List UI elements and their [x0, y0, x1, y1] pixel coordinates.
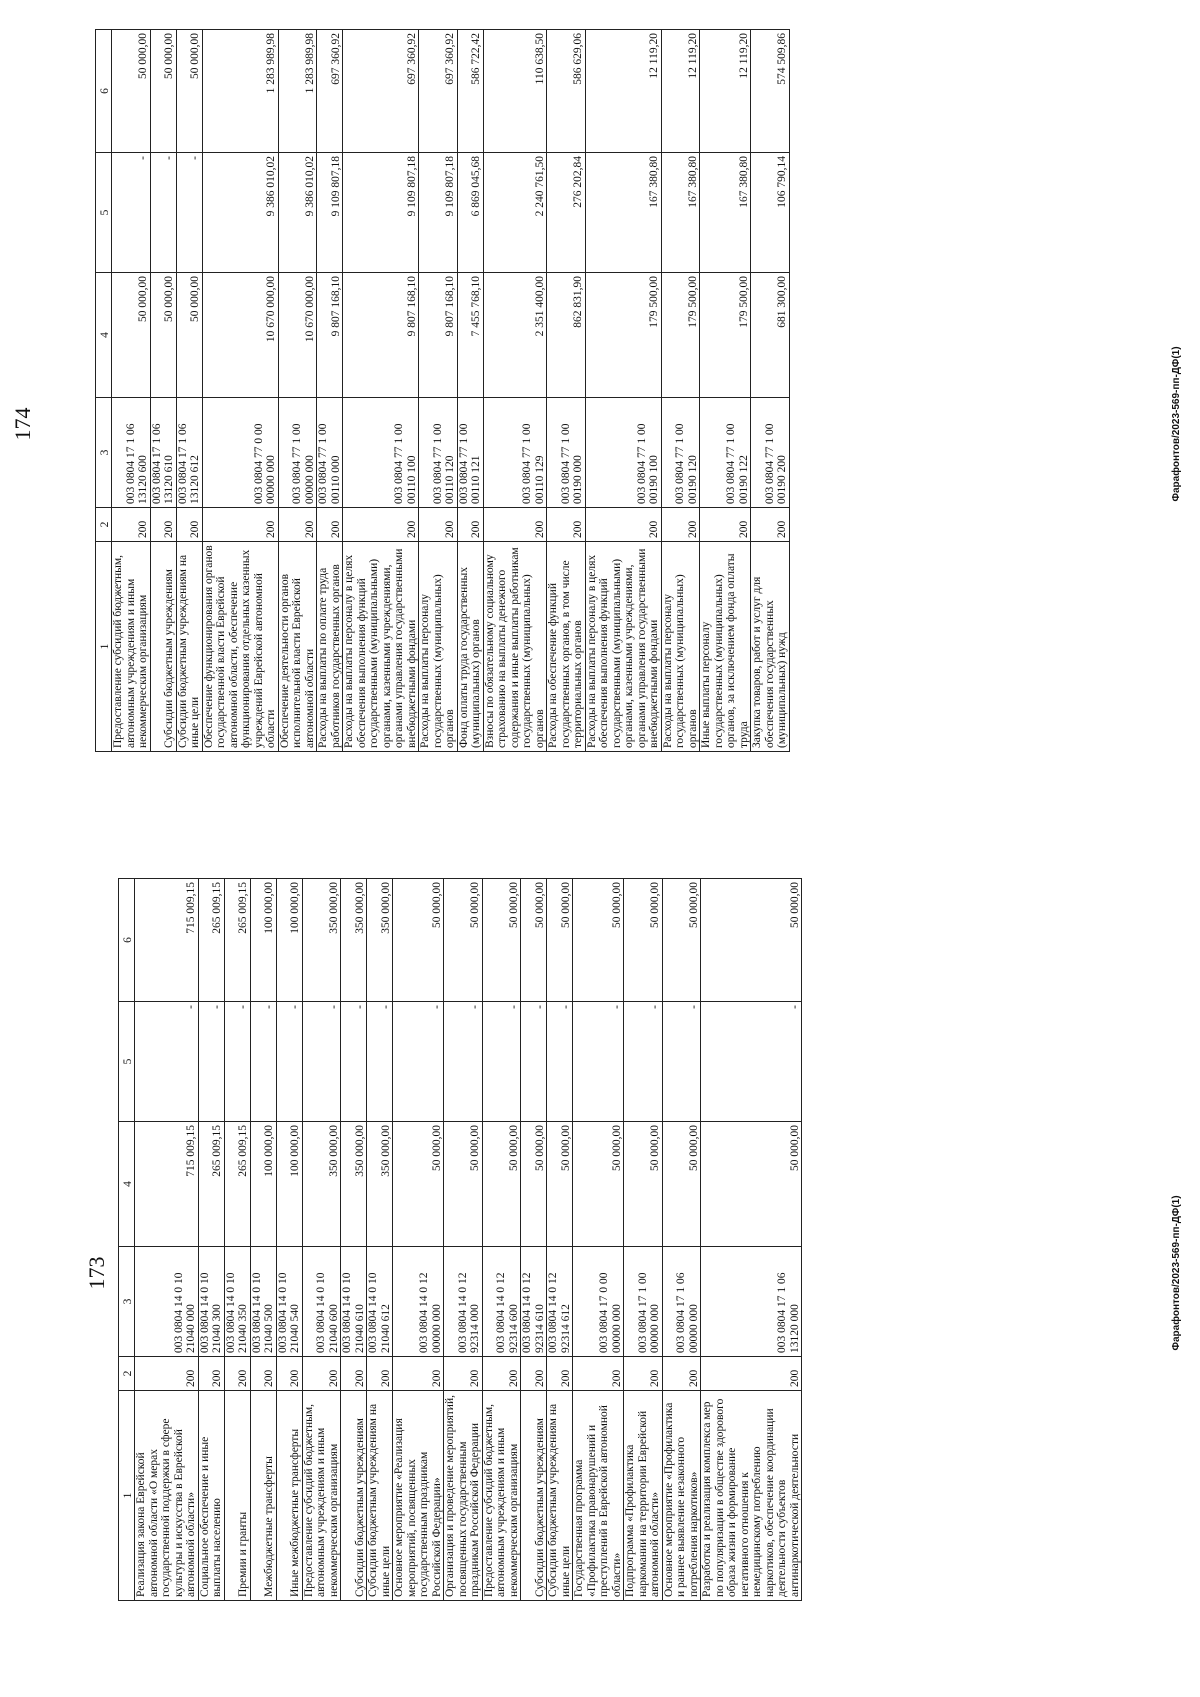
- amount-executed-cell: -: [150, 153, 176, 273]
- amount-planned-cell: 350 000,00: [302, 1122, 341, 1247]
- amount-executed-cell: -: [176, 153, 202, 273]
- classification-cell: 003 0804 17 1 06 13120 000: [701, 1247, 802, 1357]
- table-row: [176, 30, 202, 752]
- amount-remaining-cell: 50 000,00: [176, 30, 202, 153]
- amount-executed-cell: -: [224, 1002, 250, 1122]
- amount-executed-cell: -: [573, 1002, 624, 1122]
- code-cell: 200: [202, 508, 278, 542]
- amount-remaining-cell: 50 000,00: [547, 879, 573, 1002]
- amount-executed-cell: 2 240 761,50: [483, 153, 547, 273]
- row-name-cell: Реализация закона Еврейской автономной области «О мерах государственной поддержки в сфере культуры и искусства в Еврейской автономной области»: [135, 1391, 199, 1601]
- amount-planned-cell: 50 000,00: [482, 1122, 521, 1247]
- classification-cell: 003 0804 14 0 10 21040 300: [198, 1247, 224, 1357]
- code-cell: 200: [150, 508, 176, 542]
- code-cell: 200: [547, 1357, 573, 1391]
- code-cell: 200: [457, 508, 483, 542]
- classification-cell: 003 0804 14 0 12 00000 000: [393, 1247, 444, 1357]
- column-header: 4: [96, 273, 112, 398]
- table-row: [444, 879, 483, 1601]
- amount-planned-cell: 265 009,15: [224, 1122, 250, 1247]
- amount-remaining-cell: 50 000,00: [444, 879, 483, 1002]
- row-name-cell: Обеспечение функционирования органов государственной власти Еврейской автономной области, обеспечение функционирования отдельных казенных учреждений Еврейской автономной области: [202, 542, 278, 752]
- column-header: 5: [96, 153, 112, 273]
- classification-cell: 003 0804 77 1 00 00190 000: [547, 398, 586, 508]
- code-cell: 200: [278, 508, 317, 542]
- page-number: 174: [10, 407, 35, 441]
- classification-cell: 003 0804 77 1 00 00110 000: [317, 398, 343, 508]
- amount-planned-cell: 50 000,00: [624, 1122, 663, 1247]
- column-header: 3: [119, 1247, 135, 1357]
- classification-cell: 003 0804 77 1 00 00110 100: [343, 398, 419, 508]
- amount-remaining-cell: 350 000,00: [302, 879, 341, 1002]
- classification-cell: 003 0804 17 1 06 13120 612: [176, 398, 202, 508]
- table-row: [547, 879, 573, 1601]
- table-row: [112, 30, 151, 752]
- amount-remaining-cell: 265 009,15: [224, 879, 250, 1002]
- document-footer: Фарафонтов/2023-569-пп-ДФ(1): [1171, 346, 1182, 502]
- amount-remaining-cell: 350 000,00: [341, 879, 367, 1002]
- amount-planned-cell: 50 000,00: [112, 273, 151, 398]
- table-row: [278, 30, 317, 752]
- amount-planned-cell: 50 000,00: [176, 273, 202, 398]
- classification-cell: 003 0804 17 0 00 00000 000: [573, 1247, 624, 1357]
- row-name-cell: Расходы на выплаты персоналу государственных (муниципальных) органов: [661, 542, 700, 752]
- code-cell: 200: [135, 1357, 199, 1391]
- amount-remaining-cell: 50 000,00: [150, 30, 176, 153]
- table-row: [367, 879, 393, 1601]
- classification-cell: 003 0804 77 1 00 00190 120: [661, 398, 700, 508]
- code-cell: 200: [317, 508, 343, 542]
- amount-remaining-cell: 586 722,42: [457, 30, 483, 153]
- amount-remaining-cell: 574 509,86: [751, 30, 790, 153]
- amount-executed-cell: -: [662, 1002, 701, 1122]
- row-name-cell: Субсидии бюджетным учреждениям: [521, 1391, 547, 1601]
- table-row: [343, 30, 419, 752]
- amount-remaining-cell: 50 000,00: [393, 879, 444, 1002]
- table-row: [317, 30, 343, 752]
- amount-remaining-cell: 100 000,00: [276, 879, 302, 1002]
- document-footer: Фарафонтов/2023-569-пп-ДФ(1): [1171, 1195, 1182, 1351]
- classification-cell: 003 0804 77 0 00 00000 000: [202, 398, 278, 508]
- code-cell: 200: [419, 508, 458, 542]
- table-row: [585, 30, 661, 752]
- budget-table: [118, 878, 802, 1601]
- amount-remaining-cell: 12 119,20: [585, 30, 661, 153]
- column-header: 4: [119, 1122, 135, 1247]
- classification-cell: 003 0804 14 0 10 21040 612: [367, 1247, 393, 1357]
- amount-remaining-cell: 12 119,20: [661, 30, 700, 153]
- row-name-cell: Предоставление субсидий бюджетным, автономным учреждениям и иным некоммерческим организациям: [302, 1391, 341, 1601]
- row-name-cell: Предоставление субсидий бюджетным, автономным учреждениям и иным некоммерческим организациям: [482, 1391, 521, 1601]
- amount-planned-cell: 50 000,00: [573, 1122, 624, 1247]
- amount-executed-cell: -: [198, 1002, 224, 1122]
- classification-cell: 003 0804 14 0 10 21040 540: [276, 1247, 302, 1357]
- row-name-cell: Иные межбюджетные трансферты: [276, 1391, 302, 1601]
- code-cell: 200: [547, 508, 586, 542]
- table-row: [700, 30, 751, 752]
- row-name-cell: Премии и гранты: [224, 1391, 250, 1601]
- table-header-row: [96, 30, 112, 752]
- classification-cell: 003 0804 14 0 12 92314 000: [444, 1247, 483, 1357]
- amount-planned-cell: 9 807 168,10: [419, 273, 458, 398]
- amount-remaining-cell: 715 009,15: [135, 879, 199, 1002]
- table-row: [624, 879, 663, 1601]
- code-cell: 200: [176, 508, 202, 542]
- classification-cell: 003 0804 17 1 00 00000 000: [624, 1247, 663, 1357]
- classification-cell: 003 0804 77 1 00 00110 129: [483, 398, 547, 508]
- classification-cell: 003 0804 14 0 10 21040 500: [250, 1247, 276, 1357]
- amount-remaining-cell: 1 283 989,98: [202, 30, 278, 153]
- code-cell: 200: [751, 508, 790, 542]
- row-name-cell: Организация и проведение мероприятий, посвященных государственным праздникам Российской Федерации: [444, 1391, 483, 1601]
- code-cell: 200: [482, 1357, 521, 1391]
- amount-executed-cell: 167 380,80: [700, 153, 751, 273]
- budget-table: [95, 29, 790, 752]
- page-number: 173: [84, 1256, 109, 1290]
- classification-cell: 003 0804 77 1 00 00110 120: [419, 398, 458, 508]
- table-row: [457, 30, 483, 752]
- amount-planned-cell: 9 807 168,10: [317, 273, 343, 398]
- code-cell: 200: [521, 1357, 547, 1391]
- classification-cell: 003 0804 77 1 00 00190 122: [700, 398, 751, 508]
- table-row: [224, 879, 250, 1601]
- amount-remaining-cell: 265 009,15: [198, 879, 224, 1002]
- amount-remaining-cell: 50 000,00: [521, 879, 547, 1002]
- amount-executed-cell: -: [112, 153, 151, 273]
- amount-executed-cell: -: [302, 1002, 341, 1122]
- amount-executed-cell: -: [393, 1002, 444, 1122]
- classification-cell: 003 0804 14 0 12 92314 610: [521, 1247, 547, 1357]
- row-name-cell: Расходы на выплаты персоналу в целях обеспечения выполнения функций государственными (муниципальными) органами, казенными учреждениями, органами управления государственными внебюджетными фондами: [343, 542, 419, 752]
- table-row: [419, 30, 458, 752]
- amount-planned-cell: 179 500,00: [661, 273, 700, 398]
- amount-executed-cell: -: [482, 1002, 521, 1122]
- amount-executed-cell: -: [444, 1002, 483, 1122]
- page-173: [0, 849, 1200, 1697]
- row-name-cell: Субсидии бюджетным учреждениям на иные цели: [367, 1391, 393, 1601]
- amount-executed-cell: -: [701, 1002, 802, 1122]
- table-row: [483, 30, 547, 752]
- amount-executed-cell: -: [250, 1002, 276, 1122]
- amount-executed-cell: -: [341, 1002, 367, 1122]
- code-cell: 200: [343, 508, 419, 542]
- column-header: 6: [96, 30, 112, 153]
- code-cell: 200: [341, 1357, 367, 1391]
- column-header: 5: [119, 1002, 135, 1122]
- classification-cell: 003 0804 14 0 10 21040 610: [341, 1247, 367, 1357]
- amount-executed-cell: 167 380,80: [661, 153, 700, 273]
- code-cell: 200: [302, 1357, 341, 1391]
- table-row: [547, 30, 586, 752]
- amount-planned-cell: 7 455 768,10: [457, 273, 483, 398]
- amount-remaining-cell: 50 000,00: [573, 879, 624, 1002]
- code-cell: 200: [700, 508, 751, 542]
- table-row: [276, 879, 302, 1601]
- amount-remaining-cell: 50 000,00: [701, 879, 802, 1002]
- table-row: [150, 30, 176, 752]
- classification-cell: 003 0804 14 0 10 21040 350: [224, 1247, 250, 1357]
- amount-planned-cell: 265 009,15: [198, 1122, 224, 1247]
- code-cell: 200: [624, 1357, 663, 1391]
- classification-cell: 003 0804 77 1 00 00110 121: [457, 398, 483, 508]
- classification-cell: 003 0804 14 0 12 92314 612: [547, 1247, 573, 1357]
- code-cell: 200: [367, 1357, 393, 1391]
- amount-executed-cell: -: [521, 1002, 547, 1122]
- code-cell: 200: [224, 1357, 250, 1391]
- classification-cell: 003 0804 77 1 00 00190 200: [751, 398, 790, 508]
- amount-planned-cell: 350 000,00: [367, 1122, 393, 1247]
- amount-planned-cell: 100 000,00: [250, 1122, 276, 1247]
- amount-planned-cell: 179 500,00: [700, 273, 751, 398]
- amount-remaining-cell: 697 360,92: [419, 30, 458, 153]
- classification-cell: 003 0804 14 0 10 21040 000: [135, 1247, 199, 1357]
- amount-executed-cell: 106 790,14: [751, 153, 790, 273]
- amount-planned-cell: 50 000,00: [701, 1122, 802, 1247]
- row-name-cell: Расходы на выплаты персоналу государственных (муниципальных) органов: [419, 542, 458, 752]
- row-name-cell: Основное мероприятие «Реализация мероприятий, посвященных государственным праздникам Российской Федерации»: [393, 1391, 444, 1601]
- table-row: [393, 879, 444, 1601]
- classification-cell: 003 0804 17 1 06 13120 600: [112, 398, 151, 508]
- table-body: [112, 30, 790, 752]
- row-name-cell: Взносы по обязательному социальному страхованию на выплаты денежного содержания и иные выплаты работникам государственных (муниципальных) органов: [483, 542, 547, 752]
- row-name-cell: Фонд оплаты труда государственных (муниципальных) органов: [457, 542, 483, 752]
- row-name-cell: Расходы на обеспечение функций государственных органов, в том числе территориальных органов: [547, 542, 586, 752]
- amount-remaining-cell: 100 000,00: [250, 879, 276, 1002]
- table-row: [751, 30, 790, 752]
- amount-executed-cell: 9 386 010,02: [278, 153, 317, 273]
- amount-planned-cell: 9 807 168,10: [343, 273, 419, 398]
- amount-remaining-cell: 110 638,50: [483, 30, 547, 153]
- amount-remaining-cell: 12 119,20: [700, 30, 751, 153]
- table-row: [302, 879, 341, 1601]
- classification-cell: 003 0804 77 1 00 00190 100: [585, 398, 661, 508]
- column-header: 2: [119, 1357, 135, 1391]
- amount-planned-cell: 50 000,00: [662, 1122, 701, 1247]
- amount-executed-cell: -: [135, 1002, 199, 1122]
- amount-remaining-cell: 697 360,92: [317, 30, 343, 153]
- row-name-cell: Предоставление субсидий бюджетным, автономным учреждениям и иным некоммерческим организациям: [112, 542, 151, 752]
- code-cell: 200: [483, 508, 547, 542]
- row-name-cell: Расходы на выплаты персоналу в целях обеспечения выполнения функций государственными (муниципальными) органами, казенными учреждениями, органами управления государственными внебюджетными фондами: [585, 542, 661, 752]
- amount-remaining-cell: 350 000,00: [367, 879, 393, 1002]
- table-row: [135, 879, 199, 1601]
- amount-planned-cell: 862 831,90: [547, 273, 586, 398]
- amount-executed-cell: 9 109 807,18: [343, 153, 419, 273]
- amount-planned-cell: 50 000,00: [393, 1122, 444, 1247]
- table-row: [701, 879, 802, 1601]
- code-cell: 200: [701, 1357, 802, 1391]
- table-row: [662, 879, 701, 1601]
- classification-cell: 003 0804 14 0 12 92314 600: [482, 1247, 521, 1357]
- amount-remaining-cell: 50 000,00: [482, 879, 521, 1002]
- table-header-row: [119, 879, 135, 1601]
- table-row: [482, 879, 521, 1601]
- classification-cell: 003 0804 17 1 06 13120 610: [150, 398, 176, 508]
- row-name-cell: Субсидии бюджетным учреждениям на иные цели: [547, 1391, 573, 1601]
- row-name-cell: Подпрограмма «Профилактика наркомании на территории Еврейской автономной области»: [624, 1391, 663, 1601]
- row-name-cell: Основное мероприятие «Профилактика и раннее выявление незаконного потребления наркотиков»: [662, 1391, 701, 1601]
- page-174: [0, 0, 1200, 848]
- column-header: 1: [96, 542, 112, 752]
- amount-planned-cell: 681 300,00: [751, 273, 790, 398]
- classification-cell: 003 0804 14 0 10 21040 600: [302, 1247, 341, 1357]
- code-cell: 200: [444, 1357, 483, 1391]
- row-name-cell: Разработка и реализация комплекса мер по популяризации в обществе здорового образа жизни и формирование негативного отношения к немедицинскому потреблению наркотиков, обеспечение координации деятельности субъектов антинаркотической деятельности: [701, 1391, 802, 1601]
- amount-executed-cell: 9 109 807,18: [317, 153, 343, 273]
- row-name-cell: Иные выплаты персоналу государственных (муниципальных) органов, за исключением фонда оплаты труда: [700, 542, 751, 752]
- amount-remaining-cell: 697 360,92: [343, 30, 419, 153]
- code-cell: 200: [662, 1357, 701, 1391]
- amount-remaining-cell: 586 629,06: [547, 30, 586, 153]
- amount-executed-cell: -: [276, 1002, 302, 1122]
- table-row: [198, 879, 224, 1601]
- row-name-cell: Расходы на выплаты по оплате труда работников государственных органов: [317, 542, 343, 752]
- code-cell: 200: [250, 1357, 276, 1391]
- amount-planned-cell: 715 009,15: [135, 1122, 199, 1247]
- amount-executed-cell: 9 386 010,02: [202, 153, 278, 273]
- column-header: 3: [96, 398, 112, 508]
- table-body: [135, 879, 802, 1601]
- table-row: [661, 30, 700, 752]
- row-name-cell: Субсидии бюджетным учреждениям: [341, 1391, 367, 1601]
- amount-remaining-cell: 50 000,00: [624, 879, 663, 1002]
- amount-executed-cell: -: [367, 1002, 393, 1122]
- row-name-cell: Субсидии бюджетным учреждениям: [150, 542, 176, 752]
- amount-executed-cell: 9 109 807,18: [419, 153, 458, 273]
- code-cell: 200: [112, 508, 151, 542]
- amount-executed-cell: -: [547, 1002, 573, 1122]
- code-cell: 200: [585, 508, 661, 542]
- code-cell: 200: [276, 1357, 302, 1391]
- column-header: 2: [96, 508, 112, 542]
- classification-cell: 003 0804 77 1 00 00000 000: [278, 398, 317, 508]
- amount-executed-cell: -: [624, 1002, 663, 1122]
- amount-remaining-cell: 1 283 989,98: [278, 30, 317, 153]
- code-cell: 200: [661, 508, 700, 542]
- column-header: 1: [119, 1391, 135, 1601]
- column-header: 6: [119, 879, 135, 1002]
- amount-planned-cell: 50 000,00: [521, 1122, 547, 1247]
- table-row: [573, 879, 624, 1601]
- amount-planned-cell: 2 351 400,00: [483, 273, 547, 398]
- amount-planned-cell: 50 000,00: [547, 1122, 573, 1247]
- table-row: [341, 879, 367, 1601]
- amount-remaining-cell: 50 000,00: [112, 30, 151, 153]
- row-name-cell: Социальное обеспечение и иные выплаты населению: [198, 1391, 224, 1601]
- row-name-cell: Субсидии бюджетным учреждениям на иные цели: [176, 542, 202, 752]
- amount-planned-cell: 50 000,00: [444, 1122, 483, 1247]
- table-row: [521, 879, 547, 1601]
- code-cell: 200: [573, 1357, 624, 1391]
- amount-executed-cell: 6 869 045,68: [457, 153, 483, 273]
- amount-planned-cell: 50 000,00: [150, 273, 176, 398]
- amount-planned-cell: 179 500,00: [585, 273, 661, 398]
- classification-cell: 003 0804 17 1 06 00000 000: [662, 1247, 701, 1357]
- amount-planned-cell: 10 670 000,00: [202, 273, 278, 398]
- amount-planned-cell: 100 000,00: [276, 1122, 302, 1247]
- row-name-cell: Государственная программа «Профилактика правонарушений и преступлений в Еврейской автономной области»: [573, 1391, 624, 1601]
- row-name-cell: Обеспечение деятельности органов исполнительной власти Еврейской автономной области: [278, 542, 317, 752]
- row-name-cell: Закупка товаров, работ и услуг для обеспечения государственных (муниципальных) нужд: [751, 542, 790, 752]
- amount-remaining-cell: 50 000,00: [662, 879, 701, 1002]
- code-cell: 200: [198, 1357, 224, 1391]
- table-row: [250, 879, 276, 1601]
- table-row: [202, 30, 278, 752]
- code-cell: 200: [393, 1357, 444, 1391]
- amount-planned-cell: 10 670 000,00: [278, 273, 317, 398]
- amount-executed-cell: 276 202,84: [547, 153, 586, 273]
- amount-planned-cell: 350 000,00: [341, 1122, 367, 1247]
- row-name-cell: Межбюджетные трансферты: [250, 1391, 276, 1601]
- amount-executed-cell: 167 380,80: [585, 153, 661, 273]
